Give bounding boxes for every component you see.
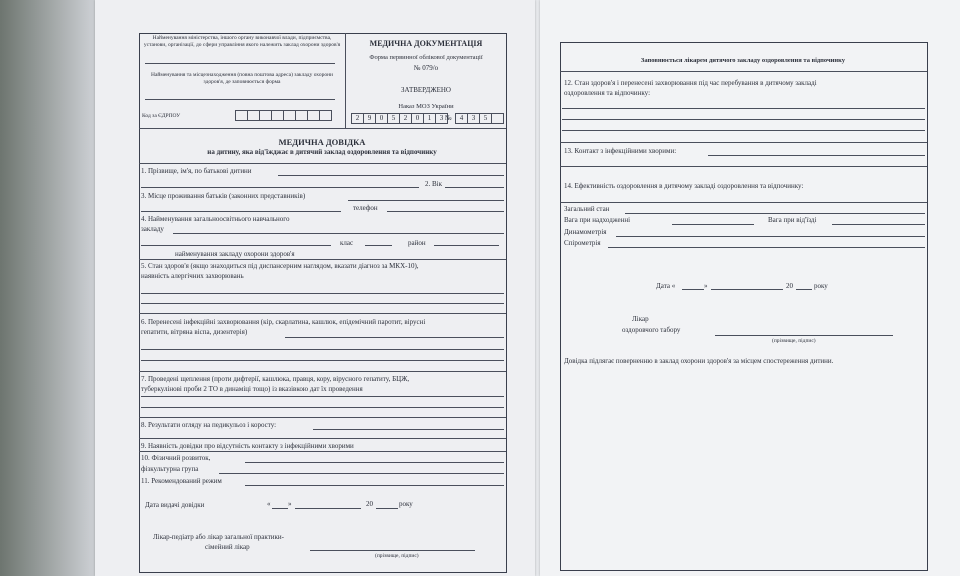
line <box>219 473 504 474</box>
order-digit: 3 <box>468 113 480 124</box>
line <box>682 289 704 290</box>
signature-line <box>310 550 475 551</box>
back-year-prefix: 20 <box>786 282 793 290</box>
date-digit: 0 <box>376 113 388 124</box>
line <box>562 130 925 131</box>
line <box>141 211 341 212</box>
line <box>141 303 504 304</box>
section-line <box>560 142 927 143</box>
facility-line <box>145 99 335 100</box>
field-3-residence: 3. Місце проживання батьків (законних представників) <box>141 192 306 200</box>
line <box>245 462 504 463</box>
field-4-school: 4. Найменування загальноосвітнього навчального <box>141 215 290 223</box>
spirometry-label: Спірометрія <box>564 239 601 247</box>
certificate-subtitle: на дитину, яка від'їжджає в дитячий заклад оздоровлення та відпочинку <box>207 148 437 156</box>
field-5-health-cont: наявність алергічних захворювань <box>141 272 244 280</box>
date-digit: 0 <box>412 113 424 124</box>
line <box>173 233 504 234</box>
issue-date-quote-open: « <box>267 500 271 508</box>
line <box>272 508 288 509</box>
date-digit: 5 <box>388 113 400 124</box>
line <box>672 224 754 225</box>
section-line <box>139 451 506 452</box>
line <box>376 508 398 509</box>
health-facility-label: найменування закладу охорони здоров'я <box>175 250 295 258</box>
form-page-back <box>540 0 960 576</box>
back-date-label: Дата « <box>656 282 676 290</box>
med-doc-title: МЕДИЧНА ДОКУМЕНТАЦІЯ <box>369 39 483 48</box>
issue-year-suffix: року <box>399 500 413 508</box>
line <box>141 396 504 397</box>
date-digit: 9 <box>364 113 376 124</box>
back-title: Заповнюється лікарем дитячого закладу оздоровлення та відпочинку <box>640 57 846 64</box>
field-14-effectiveness: 14. Ефективність оздоровлення в дитячому закладі оздоровлення та відпочинку: <box>564 182 804 190</box>
date-digit: 2 <box>351 113 364 124</box>
field-6-infections: 6. Перенесені інфекційні захворювання (кір, скарлатина, кашлюк, епідемічний паротит, вірусні <box>141 318 426 326</box>
field-2-age: 2. Вік <box>425 180 443 188</box>
line <box>245 485 504 486</box>
weight-in-label: Вага при надходженні <box>564 216 631 224</box>
camp-signature-caption: (прізвище, підпис) <box>772 338 816 344</box>
section-line <box>139 259 506 260</box>
section-line <box>139 417 506 418</box>
ministry-label: Найменування міністерства, іншого органу виконавчої влади, підприємства, установи, організації, до сфери управління якого належить заклад охорони здоров'я <box>143 35 341 48</box>
order-number-cells <box>455 113 504 124</box>
section-line <box>139 313 506 314</box>
line <box>141 187 419 188</box>
line <box>434 245 499 246</box>
line <box>832 224 925 225</box>
weight-out-label: Вага при від'їзді <box>768 216 817 224</box>
line <box>141 293 504 294</box>
order-digit: 4 <box>455 113 468 124</box>
field-13-contact: 13. Контакт з інфекційними хворими: <box>564 147 677 155</box>
phone-label: телефон <box>353 204 378 212</box>
field-10-pe-group: фізкультурна група <box>141 465 199 473</box>
dynamometry-label: Динамометрія <box>564 228 607 236</box>
line <box>625 213 925 214</box>
order-date-cells <box>351 113 448 124</box>
edrpou-cells <box>235 110 332 121</box>
section-line <box>560 71 927 72</box>
form-number: № 079/о <box>413 64 439 72</box>
camp-doctor-label: Лікар <box>632 315 649 323</box>
order-digit-empty <box>492 113 504 124</box>
line <box>711 289 783 290</box>
field-12-health-cont: оздоровлення та відпочинку: <box>564 89 651 97</box>
section-line <box>139 371 506 372</box>
field-6-infections-cont: гепатити, вітряна віспа, дизентерія) <box>141 328 248 336</box>
field-1-name: 1. Прізвище, ім'я, по батькові дитини <box>141 167 252 175</box>
title-bottom-line <box>139 163 506 164</box>
pediatrician-label: Лікар-педіатр або лікар загальної практики- <box>153 533 285 541</box>
line <box>562 119 925 120</box>
field-11-regime: 11. Рекомендований режим <box>141 477 222 485</box>
signature-line <box>715 335 893 336</box>
ministry-line <box>145 63 335 64</box>
back-date-quote-close: » <box>704 282 708 290</box>
line <box>562 108 925 109</box>
line <box>141 349 504 350</box>
back-year-suffix: року <box>814 282 828 290</box>
field-4-school-cont: закладу <box>141 225 164 233</box>
field-10-physical: 10. Фізичний розвиток, <box>141 454 211 462</box>
line <box>141 245 331 246</box>
issue-year-prefix: 20 <box>366 500 373 508</box>
approved-label: ЗАТВЕРДЖЕНО <box>401 86 451 94</box>
field-7-vaccinations-cont: туберкулінові проби 2 ТО в динаміці тощо) із вказівкою дат їх проведення <box>141 385 363 393</box>
camp-doctor-label-cont: оздоровчого табору <box>622 326 681 334</box>
section-line <box>560 202 927 203</box>
line <box>278 175 504 176</box>
order-digit: 5 <box>480 113 492 124</box>
line <box>285 337 504 338</box>
general-state-label: Загальний стан <box>564 205 610 213</box>
class-label: клас <box>340 239 354 247</box>
line <box>616 236 925 237</box>
field-7-vaccinations: 7. Проведені щеплення (проти дифтерії, кашлюка, правця, кору, вірусного гепатиту, БЦЖ, <box>141 375 410 383</box>
date-digit: 1 <box>424 113 436 124</box>
date-digit: 3 <box>436 113 448 124</box>
section-line <box>560 166 927 167</box>
pediatrician-label-cont: сімейний лікар <box>205 543 250 551</box>
issue-date-label: Дата видачі довідки <box>145 501 205 509</box>
certificate-title: МЕДИЧНА ДОВІДКА <box>278 137 366 147</box>
line <box>708 155 925 156</box>
line <box>445 187 504 188</box>
back-frame <box>560 42 928 571</box>
line <box>348 200 504 201</box>
line <box>608 247 925 248</box>
order-label: Наказ МОЗ України <box>398 103 454 110</box>
header-divider <box>345 33 346 128</box>
edrpou-label: Код за ЄДРПОУ <box>142 113 181 119</box>
signature-caption: (прізвище, підпис) <box>375 553 419 559</box>
form-line: Форма первинної облікової документації <box>369 54 483 61</box>
field-8-pediculosis: 8. Результати огляду на педикульоз і коросту: <box>141 421 277 429</box>
date-digit: 2 <box>400 113 412 124</box>
line <box>295 508 361 509</box>
field-5-health: 5. Стан здоров'я (якщо знаходиться під диспансерним наглядом, вказати діагноз за МКХ-10), <box>141 262 419 270</box>
return-note: Довідка підлягає поверненню в заклад охорони здоров'я за місцем спостереження дитини. <box>564 357 834 365</box>
line <box>365 245 392 246</box>
order-number-sign: № <box>445 114 452 122</box>
line <box>141 407 504 408</box>
header-bottom-line <box>139 128 506 129</box>
section-line <box>139 438 506 439</box>
field-12-health: 12. Стан здоров'я і перенесені захворювання під час перебування в дитячому закладі <box>564 79 817 87</box>
line <box>796 289 812 290</box>
line <box>313 429 504 430</box>
district-label: район <box>408 239 426 247</box>
line <box>141 360 504 361</box>
line <box>387 211 504 212</box>
issue-date-quote-close: » <box>288 500 292 508</box>
field-9-contact-certificate: 9. Наявність довідки про відсутність контакту з інфекційними хворими <box>141 442 354 450</box>
facility-label: Найменування та місцезнаходження (повна поштова адреса) закладу охорони здоров'я, де заповнюється форма <box>150 72 333 85</box>
form-page-front <box>95 0 535 576</box>
